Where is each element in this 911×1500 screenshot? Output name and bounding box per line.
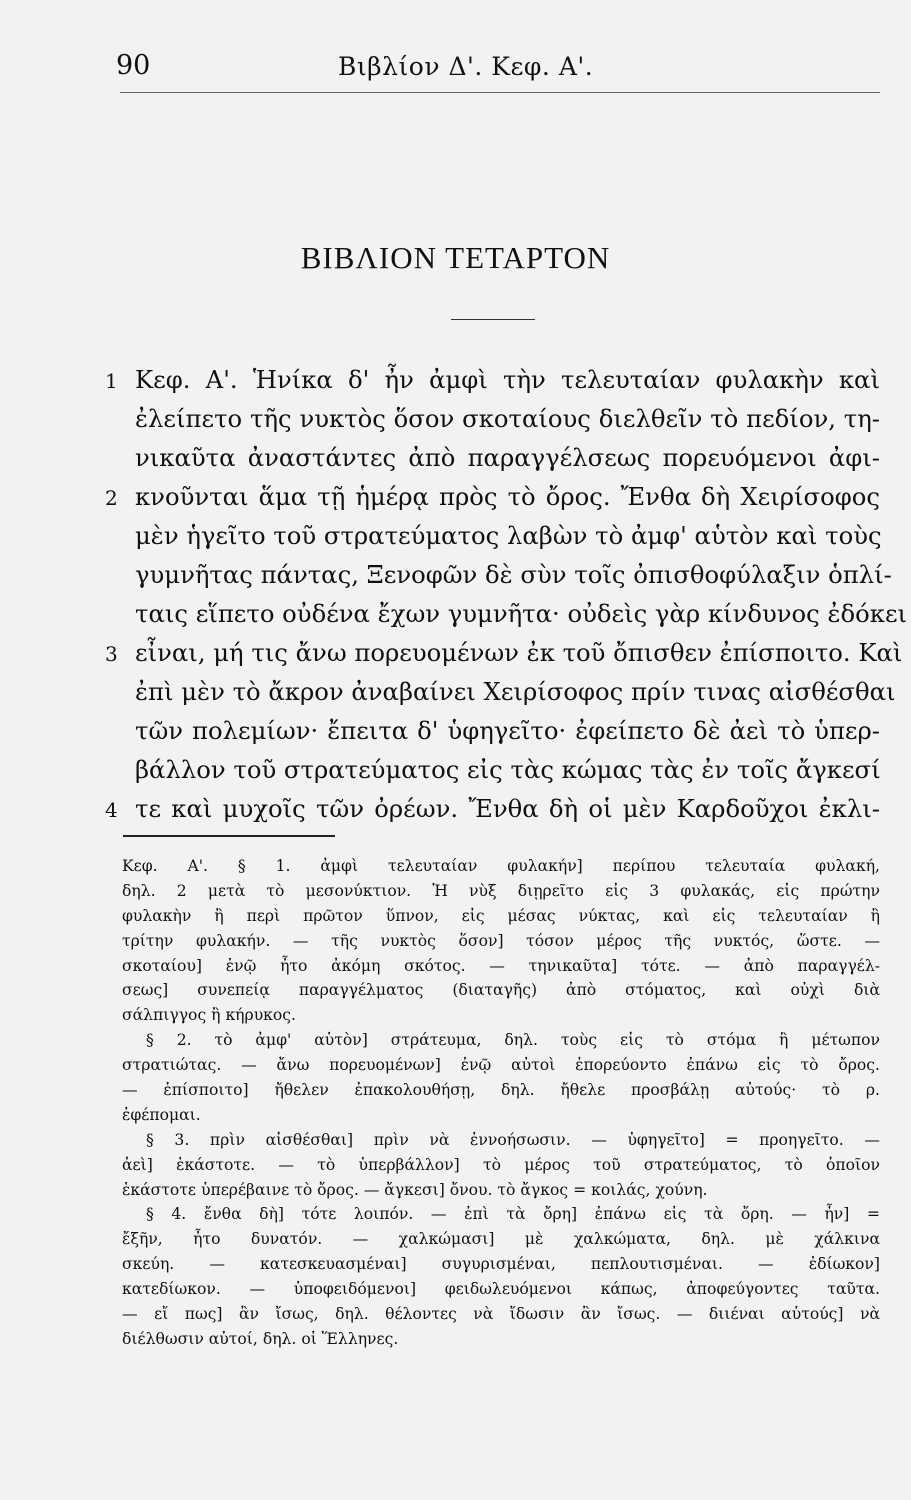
note-line: σκοταίου] ἐνῷ ἦτο ἀκόμη σκότος. — τηνικαῦτα] τότε. — ἀπὸ παραγγέλ- [122,956,880,975]
section-number: 1 [105,369,118,393]
text-line [105,789,880,828]
text-line [135,594,908,633]
note-line: φυλακὴν ἢ περὶ πρῶτον ὕπνον, εἰς μέσας νύκτας, καὶ εἰς τελευταίαν ἢ [122,906,880,925]
note-line: — εἴ πως] ἂν ἴσως, δηλ. θέλοντες νὰ ἴδωσιν ἂν ἴσως. — διιέναι αὐτούς] νὰ [122,1305,880,1324]
text-line-content: νικαῦτα ἀναστάντες ἀπὸ παραγγέλσεως πορευόμενοι ἀφι- [135,443,880,472]
text-line-content: ἐλείπετο τῆς νυκτὸς ὅσον σκοταίους διελθεῖν τὸ πεδίον, τη- [135,404,880,433]
header-rule [120,92,880,93]
text-line-content: Κεφ. Α'. Ἡνίκα δ' ἦν ἀμφὶ τὴν τελευταίαν φυλακὴν καὶ [135,365,880,394]
note-line: σάλπιγγος ἢ κήρυκος. [122,1006,296,1025]
text-line [105,477,880,516]
note-line: κατεδίωκον. — ὑποφειδόμενοι] φειδωλευόμενοι κάπως, ἀποφεύγοντες ταῦτα. [122,1280,880,1299]
note-line: στρατιώτας. — ἄνω πορευομένων] ἐνῷ αὐτοὶ ἐπορεύοντο ἐπάνω εἰς τὸ ὄρος. [122,1056,880,1075]
note-line: ἐφέπομαι. [122,1105,201,1124]
note-line: δηλ. 2 μετὰ τὸ μεσονύκτιον. Ἡ νὺξ διῃρεῖτο εἰς 3 φυλακάς, εἰς πρώτην [122,881,880,900]
running-title: Βιβλίον Δ'. Κεφ. Α'. [338,52,594,81]
text-line-content: ταις εἵπετο οὐδένα ἔχων γυμνῆτα· οὐδεὶς γὰρ κίνδυνος ἐδόκει [135,599,908,628]
main-text [105,360,908,828]
commentary-notes [122,854,880,1352]
text-line [135,750,880,789]
text-line [105,360,880,399]
note-line: ἀεὶ] ἑκάστοτε. — τὸ ὑπερβάλλον] τὸ μέρος τοῦ στρατεύματος, τὸ ὁποῖον [122,1155,880,1174]
section-number: 2 [105,486,118,510]
note-line: § 2. τὸ ἀμφ' αὑτὸν] στράτευμα, δηλ. τοὺς εἰς τὸ στόμα ἢ μέτωπον [146,1031,880,1050]
section-number: 4 [105,798,118,822]
running-head [110,50,880,90]
text-line-content: ἐπὶ μὲν τὸ ἄκρον ἀναβαίνει Χειρίσοφος πρίν τινας αἰσθέσθαι [135,677,896,706]
note-line: τρίτην φυλακήν. — τῆς νυκτὸς ὅσον] τόσον μέρος τῆς νυκτός, ὥστε. — [122,931,880,950]
note-line: σκεύη. — κατεσκευασμέναι] συγυρισμέναι, πεπλουτισμέναι. — ἐδίωκον] [122,1255,880,1274]
text-line-content: γυμνῆτας πάντας, Ξενοφῶν δὲ σὺν τοῖς ὀπισθοφύλαξιν ὁπλί- [135,560,892,589]
text-line [135,438,880,477]
text-line [135,516,880,555]
text-line [135,672,896,711]
title-rule [451,319,535,320]
text-line-content: μὲν ἡγεῖτο τοῦ στρατεύματος λαβὼν τὸ ἀμφ' αὑτὸν καὶ τοὺς [135,521,882,550]
text-line [135,711,880,750]
section-number: 3 [105,642,118,666]
note-line: — ἐπίσποιτο] ἤθελεν ἐπακολουθήσῃ, δηλ. ἤθελε προσβάλῃ αὐτούς· τὸ ρ. [122,1081,880,1100]
note-line: ἔξῆν, ἦτο δυνατόν. — χαλκώμασι] μὲ χαλκώματα, δηλ. μὲ χάλκινα [122,1230,880,1249]
book-title: ΒΙΒΛΙΟΝ ΤΕΤΑΡΤΟΝ [300,240,611,275]
note-line: διέλθωσιν αὐτοί, δηλ. οἱ Ἕλληνες. [122,1329,399,1348]
note-line: § 4. ἔνθα δὴ] τότε λοιπόν. — ἐπὶ τὰ ὄρη] ἐπάνω εἰς τὰ ὄρη. — ἦν] = [146,1205,880,1224]
note-line: Κεφ. Α'. § 1. ἀμφὶ τελευταίαν φυλακήν] περίπου τελευταία φυλακή, [122,857,880,875]
text-line-content: κνοῦνται ἅμα τῇ ἡμέρᾳ πρὸς τὸ ὄρος. Ἔνθα δὴ Χειρίσοφος [135,482,880,511]
text-line-content: βάλλον τοῦ στρατεύματος εἰς τὰς κώμας τὰς ἐν τοῖς ἄγκεσί [135,755,881,784]
note-line: σεως] συνεπείᾳ παραγγέλματος (διαταγῆς) ἀπὸ στόματος, καὶ οὐχὶ διὰ [122,981,880,1000]
footnote-separator [123,835,335,837]
text-line [135,555,892,594]
text-line-content: τε καὶ μυχοῖς τῶν ὀρέων. Ἔνθα δὴ οἱ μὲν Καρδοῦχοι ἐκλι- [135,794,880,823]
text-line [105,633,903,672]
note-line: ἑκάστοτε ὑπερέβαινε τὸ ὄρος. — ἄγκεσι] ὄνου. τὸ ἄγκος = κοιλάς, χούνη. [122,1180,708,1199]
page-number: 90 [116,50,151,81]
text-line-content: τῶν πολεμίων· ἔπειτα δ' ὑφηγεῖτο· ἐφείπετο δὲ ἀεὶ τὸ ὑπερ- [135,716,880,745]
text-line [135,399,880,438]
text-line-content: εἶναι, μή τις ἄνω πορευομένων ἐκ τοῦ ὄπισθεν ἐπίσποιτο. Καὶ [135,638,903,667]
note-line: § 3. πρὶν αἰσθέσθαι] πρὶν νὰ ἐννοήσωσιν. — ὑφηγεῖτο] = προηγεῖτο. — [146,1130,880,1149]
